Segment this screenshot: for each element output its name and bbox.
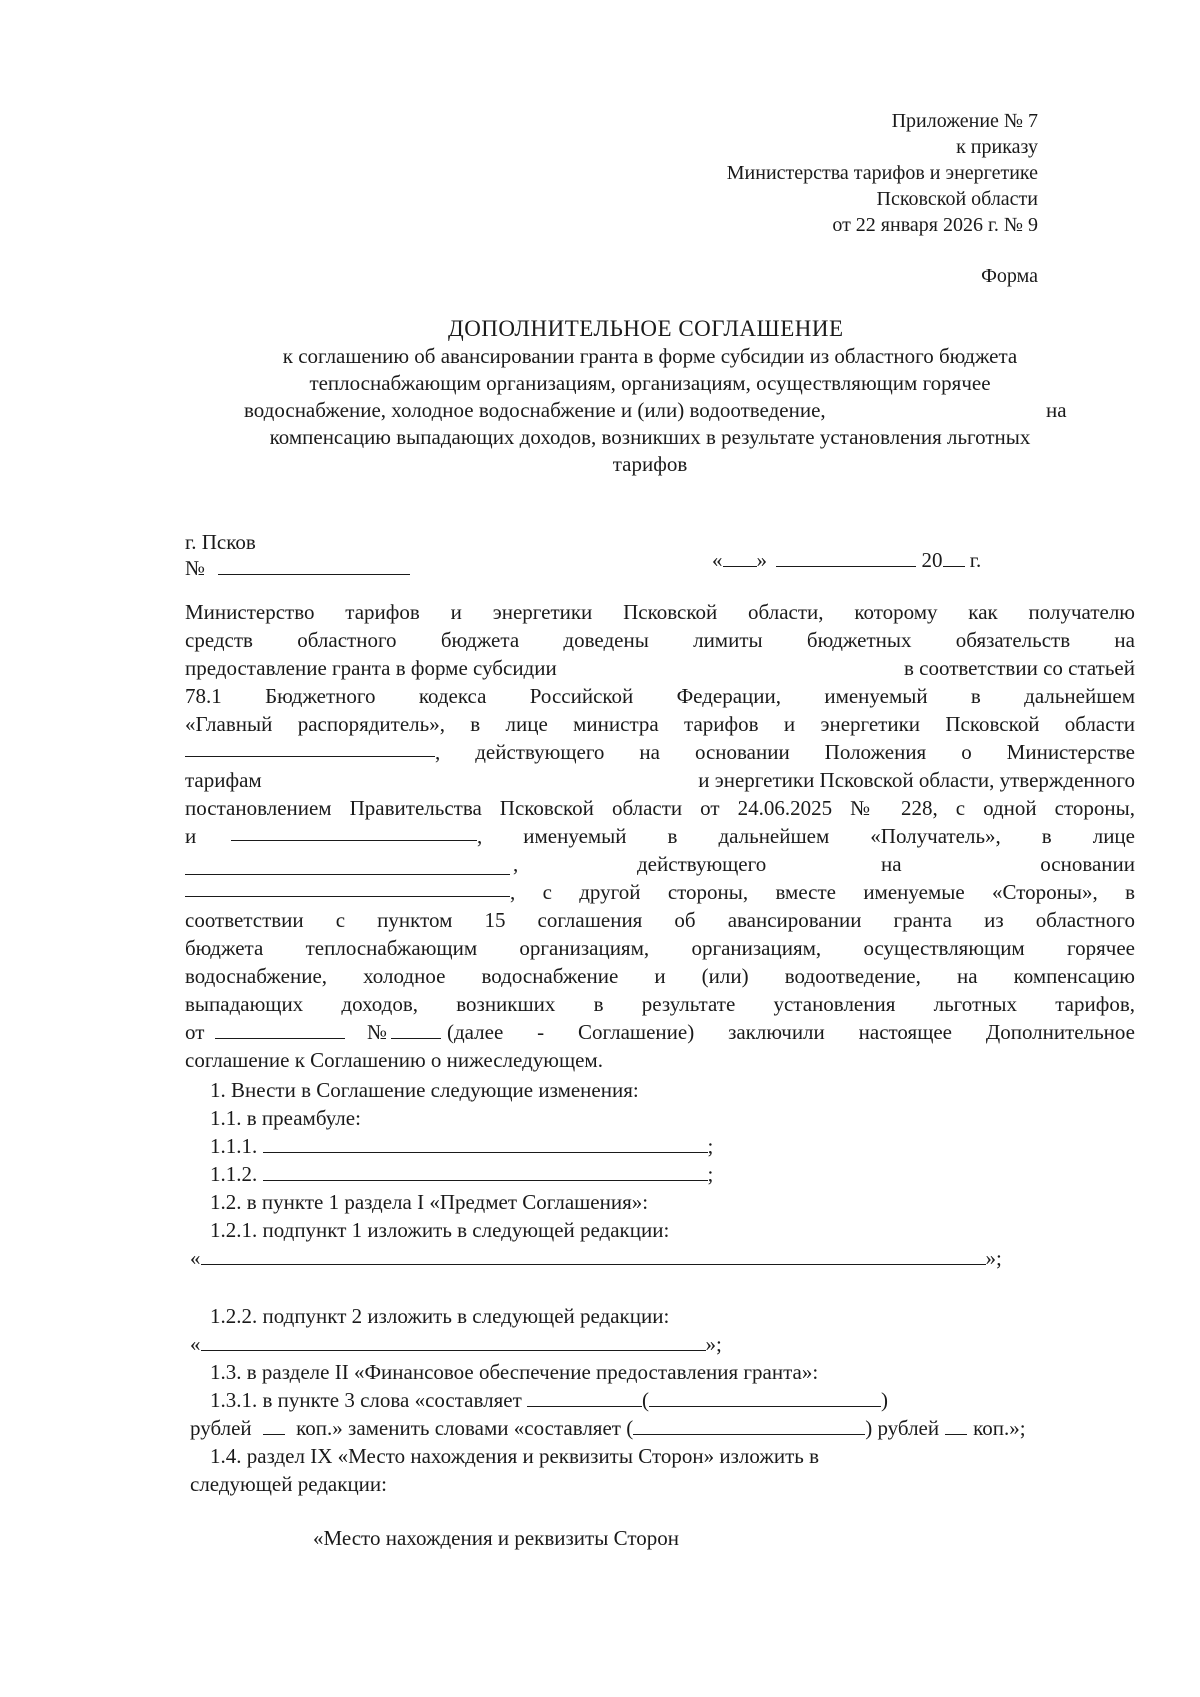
number-label: № [185, 556, 206, 580]
item-1-4-cont: следующей редакции: [190, 1472, 387, 1496]
preamble-line [185, 766, 1135, 794]
quote-open: « [190, 1246, 201, 1270]
recipient-name-blank [231, 822, 477, 841]
preamble-line: средств областного бюджета доведены лимиты бюджетных обязательств на [185, 628, 1135, 652]
quote-close: »; [985, 1246, 1002, 1270]
preamble-text: на [881, 852, 902, 876]
ministry-name: Министерства тарифов и энергетике [726, 162, 1038, 184]
section-title: «Место нахождения и реквизиты Сторон [313, 1526, 679, 1550]
date-quote-close: » [756, 548, 767, 572]
paren-open: ( [642, 1388, 650, 1412]
preamble-text: от [185, 1020, 205, 1044]
preamble-text: (далее - Соглашение) заключили настоящее Дополнительное [447, 1020, 1135, 1044]
new-amount-blank [633, 1416, 865, 1435]
item-1-2: 1.2. в пункте 1 раздела I «Предмет Соглашения»: [210, 1190, 649, 1214]
item-1-2-2-blank [201, 1332, 706, 1351]
preamble-text: , с другой стороны, вместе именуемые «Стороны», в [510, 880, 1135, 904]
order-reference: к приказу [956, 136, 1038, 158]
rubles-label-2: ) рублей [865, 1416, 940, 1440]
preamble-line [185, 822, 1135, 850]
item-1-3-1-cont [190, 1414, 1026, 1442]
item-1-1-1 [210, 1132, 713, 1160]
preamble-text: , именуемый в дальнейшем «Получатель», в лице [477, 824, 1135, 848]
preamble-line [185, 654, 1135, 682]
item-1-4: 1.4. раздел IX «Место нахождения и реквизиты Сторон» изложить в [210, 1444, 819, 1468]
semicolon: ; [707, 1162, 714, 1186]
preamble-text: действующего [637, 852, 767, 876]
subtitle-line-3-na: на [1046, 398, 1067, 422]
attachment-header [727, 108, 1038, 238]
subtitle-line-1: к соглашению об авансировании гранта в форме субсидии из областного бюджета [282, 344, 1018, 368]
item-1: 1. Внести в Соглашение следующие изменения: [210, 1078, 639, 1102]
preamble-line [185, 850, 1135, 878]
preamble-line: 78.1 Бюджетного кодекса Российской Федерации, именуемый в дальнейшем [185, 684, 1135, 708]
quote-open: « [190, 1332, 201, 1356]
document-subtitle [200, 343, 1100, 478]
preamble-line: постановлением Правительства Псковской области от 24.06.2025 № 228, с одной стороны, [185, 796, 1135, 820]
region-name: Псковской области [876, 188, 1038, 210]
preamble-text: , действующего на основании Положения о Министерстве [435, 740, 1135, 764]
item-1-2-1-value [190, 1244, 1002, 1272]
month-blank [776, 548, 916, 567]
recipient-representative-blank [185, 856, 510, 875]
item-1-1-2-blank [263, 1162, 708, 1181]
preamble-line: выпадающих доходов, возникших в результате установления льготных тарифов, [185, 992, 1135, 1016]
preamble-text: основании [1040, 852, 1135, 876]
kopecks-label: коп.»; [973, 1416, 1026, 1440]
attachment-number: Приложение № 7 [891, 110, 1038, 132]
document-title: ДОПОЛНИТЕЛЬНОЕ СОГЛАШЕНИЕ [448, 316, 844, 341]
item-1-2-2: 1.2.2. подпункт 2 изложить в следующей редакции: [210, 1304, 670, 1328]
form-label: Форма [981, 265, 1038, 287]
number-blank [218, 556, 410, 575]
item-1-1-1-label: 1.1.1. [210, 1134, 258, 1158]
preamble-text: тарифам [185, 768, 262, 792]
item-1-1-2-label: 1.1.2. [210, 1162, 258, 1186]
paren-close: ) [881, 1388, 889, 1412]
item-1-3-1 [210, 1386, 888, 1414]
recipient-basis-blank [185, 878, 510, 897]
preamble-text: и энергетики Псковской области, утвержденного [698, 768, 1135, 792]
preamble-text: в соответствии со статьей [904, 656, 1135, 680]
subtitle-line-2: теплоснабжающим организациям, организациям, осуществляющим горячее [309, 371, 991, 395]
preamble-line: соглашение к Соглашению о нижеследующем. [185, 1048, 603, 1072]
preamble-text: предоставление гранта в форме субсидии [185, 656, 557, 680]
amount-words-blank [649, 1388, 881, 1407]
item-1-2-1: 1.2.1. подпункт 1 изложить в следующей редакции: [210, 1218, 670, 1242]
agreement-date-blank [215, 1020, 345, 1039]
preamble-line: бюджета теплоснабжающим организациям, организациям, осуществляющим горячее [185, 936, 1135, 960]
preamble-line [185, 878, 1135, 906]
item-1-1-1-blank [263, 1134, 708, 1153]
kopecks-old-blank [263, 1416, 285, 1435]
subtitle-line-4: компенсацию выпадающих доходов, возникших в результате установления льготных [269, 425, 1031, 449]
preamble-text: , [513, 852, 519, 876]
kopecks-new-blank [945, 1416, 967, 1435]
replace-text: коп.» заменить словами «составляет ( [296, 1416, 634, 1440]
subtitle-line-3-text: водоснабжение, холодное водоснабжение и (или) водоотведение, [244, 398, 826, 422]
item-1-1: 1.1. в преамбуле: [210, 1106, 361, 1130]
year-prefix: 20 [921, 548, 943, 572]
minister-name-blank [185, 738, 435, 757]
year-blank [943, 548, 965, 567]
rubles-label: рублей [190, 1416, 252, 1440]
item-1-2-2-value [190, 1330, 722, 1358]
preamble-line: соответствии с пунктом 15 соглашения об авансировании гранта из областного [185, 908, 1135, 932]
year-suffix: г. [969, 548, 982, 572]
subtitle-line-5: тарифов [612, 452, 688, 476]
item-1-1-2 [210, 1160, 713, 1188]
amount-digits-blank [527, 1388, 642, 1407]
preamble-line [185, 738, 1135, 766]
item-1-2-1-blank [201, 1246, 986, 1265]
order-date: от 22 января 2026 г. № 9 [832, 214, 1038, 236]
city-name: г. Псков [185, 530, 256, 554]
agreement-number [185, 554, 410, 582]
agreement-number-blank [391, 1020, 441, 1039]
item-1-3: 1.3. в разделе II «Финансовое обеспечение предоставления гранта»: [210, 1360, 819, 1384]
preamble-line [185, 1018, 1135, 1046]
preamble-text: № [367, 1020, 388, 1044]
semicolon: ; [707, 1134, 714, 1158]
item-1-3-1-text: 1.3.1. в пункте 3 слова «составляет [210, 1388, 522, 1412]
preamble [185, 598, 1135, 1074]
quote-close: »; [705, 1332, 722, 1356]
preamble-line: «Главный распорядитель», в лице министра тарифов и энергетики Псковской области [185, 712, 1135, 736]
subtitle-line-3 [200, 397, 1100, 424]
agreement-date [712, 546, 981, 574]
day-blank [723, 548, 757, 567]
date-quote-open: « [712, 548, 723, 572]
preamble-line: Министерство тарифов и энергетики Псковской области, которому как получателю [185, 600, 1135, 624]
preamble-line: водоснабжение, холодное водоснабжение и (или) водоотведение, на компенсацию [185, 964, 1135, 988]
preamble-text: и [185, 824, 197, 848]
